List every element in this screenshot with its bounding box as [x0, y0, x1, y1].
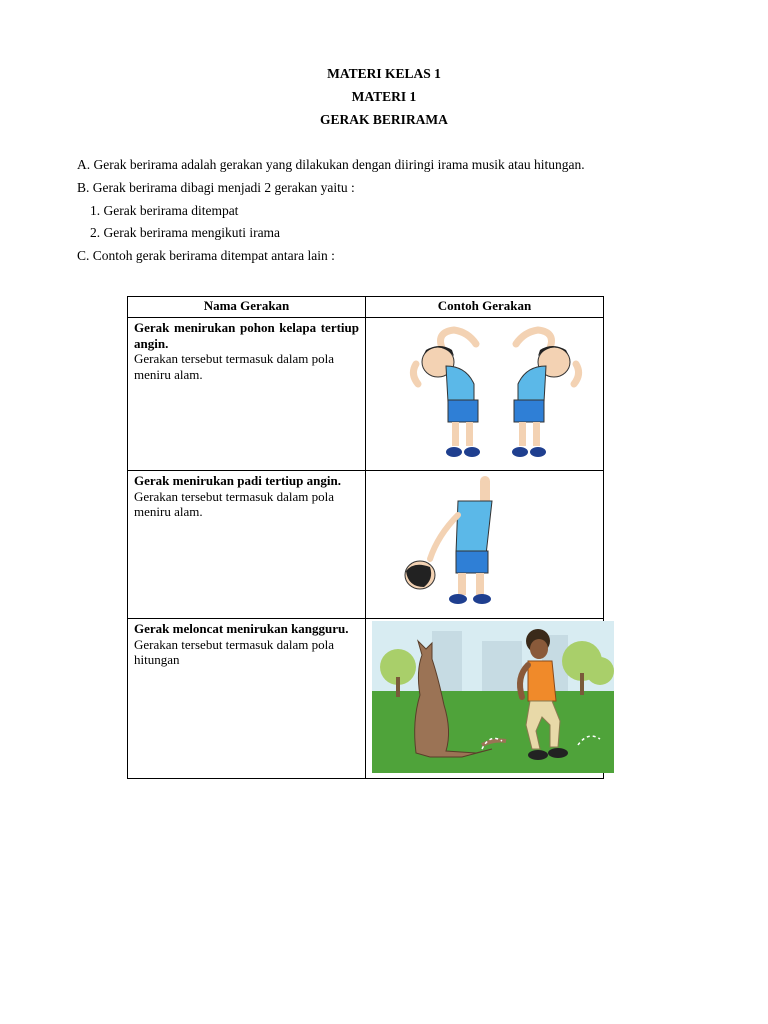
paragraph-b: B. Gerak berirama dibagi menjadi 2 gerakan yaitu : [77, 180, 355, 195]
cell-name [128, 318, 366, 471]
list-item-2: 2. Gerak berirama mengikuti irama [90, 225, 281, 240]
movement-table [127, 296, 604, 779]
cell-picture [366, 471, 604, 619]
title-line-3: GERAK BERIRAMA [320, 112, 448, 127]
cell-name [128, 619, 366, 779]
title-line-2: MATERI 1 [351, 89, 417, 104]
table-row [128, 471, 604, 619]
kangaroo-jump-image [372, 621, 614, 773]
title-line-1: MATERI KELAS 1 [327, 66, 441, 81]
cell-picture [366, 318, 604, 471]
coconut-tree-pose-image [396, 320, 596, 464]
movement-name: Gerak meloncat menirukan kangguru. [134, 621, 349, 636]
table-row [128, 619, 604, 779]
cell-picture [366, 619, 604, 779]
paragraph-a: A. Gerak berirama adalah gerakan yang dilakukan dengan diiringi irama musik atau hitungan. [77, 157, 585, 172]
rice-plant-pose-image [398, 475, 508, 609]
movement-desc: Gerakan tersebut termasuk dalam pola meniru alam. [134, 488, 334, 519]
paragraph-c: C. Contoh gerak berirama ditempat antara lain : [77, 248, 335, 263]
movement-name: Gerak menirukan pohon kelapa tertiup angin. [134, 320, 359, 351]
movement-desc: Gerakan tersebut termasuk dalam pola hitungan [134, 636, 334, 667]
header-contoh-gerakan: Contoh Gerakan [366, 297, 604, 318]
table-row [128, 318, 604, 471]
header-nama-gerakan: Nama Gerakan [128, 297, 366, 318]
movement-desc: Gerakan tersebut termasuk dalam pola meniru alam. [134, 351, 334, 382]
cell-name [128, 471, 366, 619]
list-item-1: 1. Gerak berirama ditempat [90, 203, 239, 218]
table-header-row [128, 297, 604, 318]
movement-name: Gerak menirukan padi tertiup angin. [134, 473, 341, 488]
